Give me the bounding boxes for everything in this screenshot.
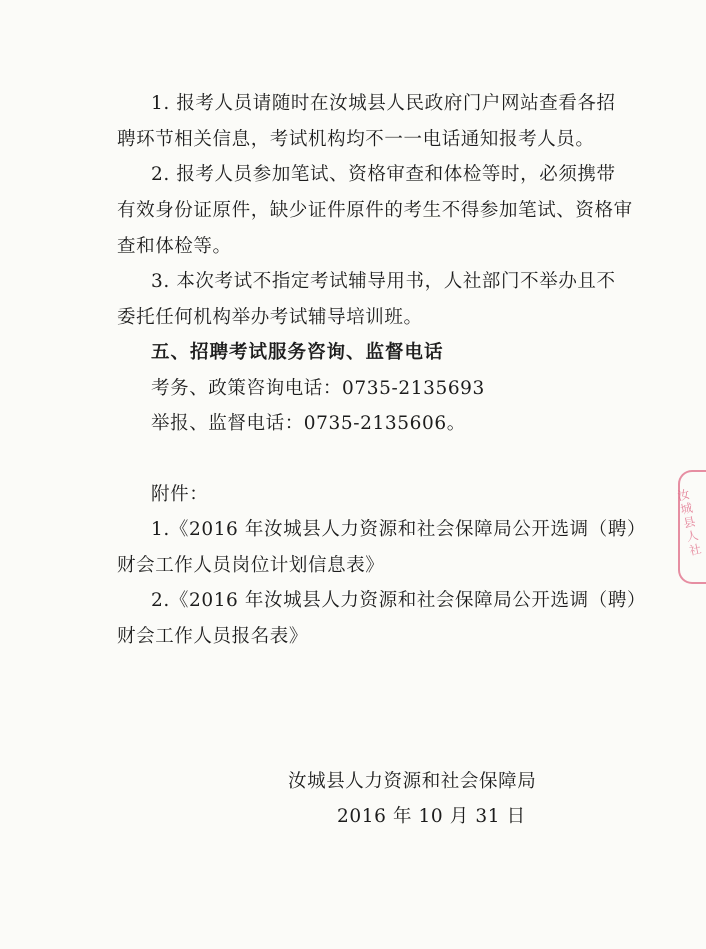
note-item-1-line-2: 聘环节相关信息，考试机构均不一一电话通知报考人员。	[117, 129, 595, 150]
seal-stamp-text: 汝城县人社	[674, 487, 704, 559]
policy-consult-phone: 考务、政策咨询电话：0735-2135693	[151, 378, 485, 399]
attachment-1-line-1: 1.《2016 年汝城县人力资源和社会保障局公开选调（聘）	[151, 519, 647, 540]
note-item-3-line-2: 委托任何机构举办考试辅导培训班。	[117, 307, 423, 328]
note-item-2-line-3: 查和体检等。	[117, 236, 232, 257]
note-item-2-line-1: 2. 报考人员参加笔试、资格审查和体检等时，必须携带	[151, 164, 616, 185]
issuing-organization: 汝城县人力资源和社会保障局	[288, 771, 537, 792]
note-item-2-line-2: 有效身份证原件，缺少证件原件的考生不得参加笔试、资格审	[117, 200, 633, 221]
note-item-1-line-1: 1. 报考人员请随时在汝城县人民政府门户网站查看各招	[151, 93, 616, 114]
issue-date: 2016 年 10 月 31 日	[337, 806, 526, 827]
attachments-label: 附件：	[151, 484, 209, 505]
attachment-2-line-1: 2.《2016 年汝城县人力资源和社会保障局公开选调（聘）	[151, 590, 647, 611]
section-5-heading: 五、招聘考试服务咨询、监督电话	[151, 342, 444, 363]
report-supervise-phone: 举报、监督电话：0735-2135606。	[151, 413, 466, 434]
attachment-1-line-2: 财会工作人员岗位计划信息表》	[117, 555, 385, 576]
note-item-3-line-1: 3. 本次考试不指定考试辅导用书，人社部门不举办且不	[151, 271, 616, 292]
attachment-2-line-2: 财会工作人员报名表》	[117, 626, 309, 647]
